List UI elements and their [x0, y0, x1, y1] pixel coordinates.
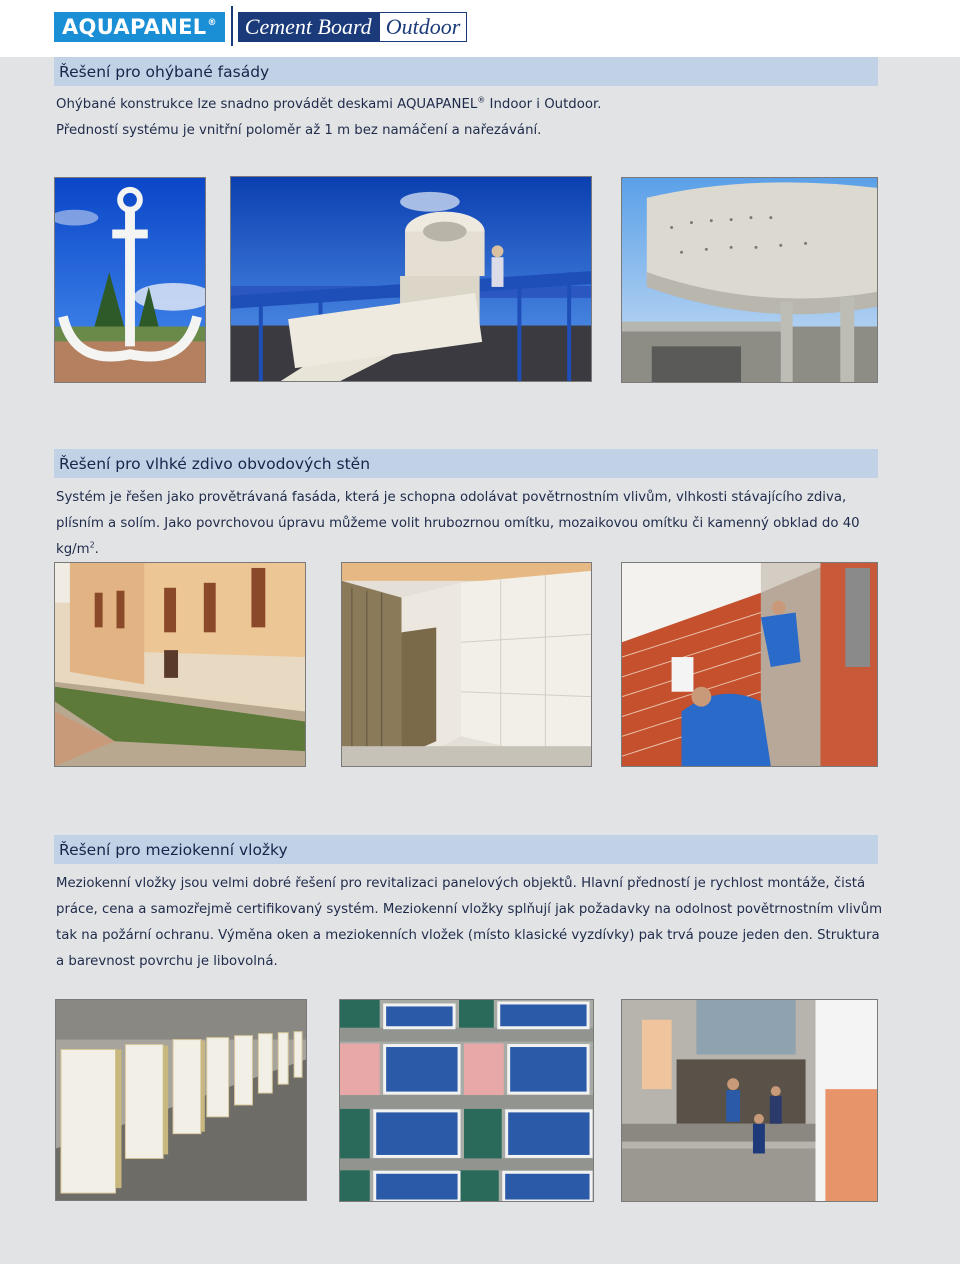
curved-facade-photo — [621, 177, 878, 383]
wall-panels-photo — [341, 562, 592, 767]
section-heading-window-inserts: Řešení pro meziokenní vložky — [54, 835, 878, 864]
logo-brand-text: AQUAPANEL — [62, 15, 207, 39]
aquapanel-logo — [54, 12, 467, 42]
school-building-photo — [54, 562, 306, 767]
text-line1-post: Indoor i Outdoor. — [485, 97, 602, 112]
text-line1-pre: Ohýbané konstrukce lze snadno provádět deskami AQUAPANEL — [56, 97, 478, 112]
damp-masonry-superscript: 2 — [89, 540, 95, 550]
logo-product: Cement Board — [238, 12, 379, 42]
page-header — [0, 0, 960, 57]
logo-separator — [231, 6, 233, 46]
logo-variant: Outdoor — [379, 12, 468, 42]
panel-production-photo — [55, 999, 307, 1201]
section-text-window-inserts: Meziokenní vložky jsou velmi dobré řešení pro revitalizaci panelových objektů. Hlavní předností je rychlost montáže, čistá práce, cena a samozřejmě certifikovaný systém. Meziokenní vložky splňují jak požadavky na odolnost povětrnostním vlivům tak na požární ochranu. Výměna oken a meziokenních vložek (místo klasické vyzdívky) pak trvá pouze jeden den. Struktura a barevnost povrchu je libovolná. — [56, 876, 883, 969]
section-heading-curved-facades: Řešení pro ohýbané fasády — [54, 57, 878, 86]
text-line1-reg: ® — [477, 95, 486, 105]
logo-brand-reg: ® — [207, 18, 217, 28]
damp-masonry-text-end: . — [94, 542, 99, 557]
section-heading-damp-masonry: Řešení pro vlhké zdivo obvodových stěn — [54, 449, 878, 478]
section-text-damp-masonry — [56, 485, 880, 563]
damp-masonry-text: Systém je řešen jako provětrávaná fasáda, která je schopna odolávat povětrnostním vlivům, vlhkosti stávajícího zdiva, plísním a solím. Jako povrchovou úpravu můžeme volit hrubozrnou omítku, mozaikovou omítku či kamenný obklad do 40 kg/m — [56, 490, 860, 557]
text-line2: Předností systému je vnitřní poloměr až 1 m bez namáčení a nařezávání. — [56, 123, 542, 138]
brick-cladding-photo — [621, 562, 878, 767]
window-installation-photo — [621, 999, 878, 1202]
anchor-construction-photo — [230, 176, 592, 382]
apartment-facade-photo — [339, 999, 594, 1202]
logo-brand — [54, 12, 225, 42]
section-text-curved-facades — [56, 92, 886, 144]
anchor-sculpture-photo — [54, 177, 206, 383]
